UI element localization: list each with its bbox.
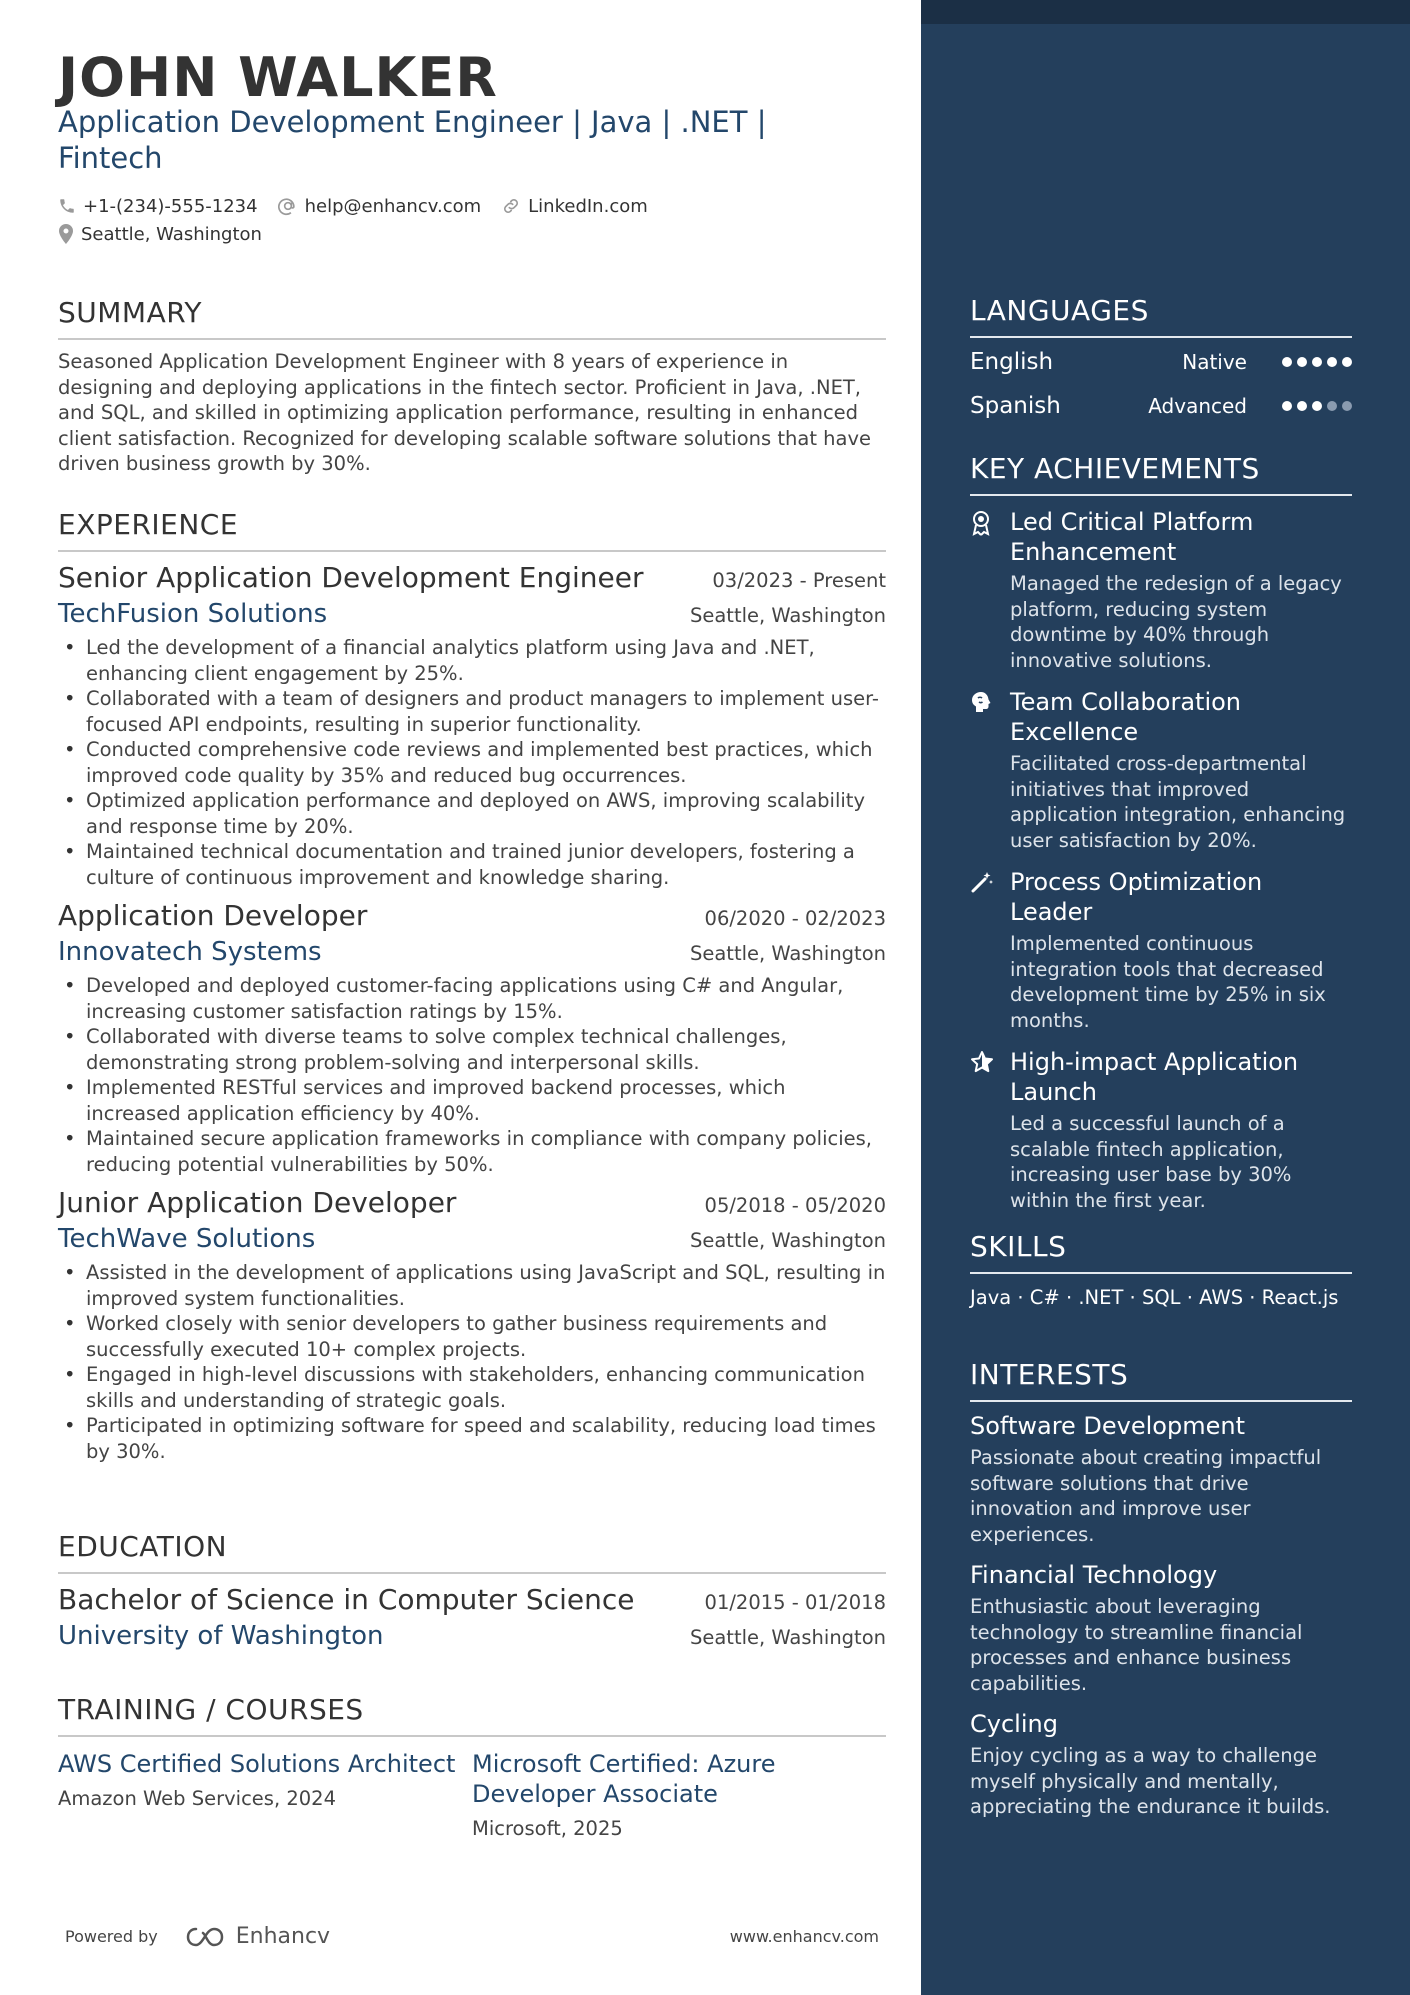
job-dates: 03/2023 - Present xyxy=(712,569,886,592)
language-item xyxy=(970,384,1352,428)
job-bullet: • Collaborated with a team of designers and product managers to implement user-focused API endpoints, resulting in superior functionality. xyxy=(58,686,886,737)
location-text: Seattle, Washington xyxy=(81,223,262,245)
job-dates: 06/2020 - 02/2023 xyxy=(704,907,886,930)
award-icon xyxy=(970,510,992,536)
achievement-item xyxy=(970,687,1352,853)
brain-icon xyxy=(970,690,992,714)
achievement-item xyxy=(970,1047,1352,1213)
rating-dot xyxy=(1297,401,1307,411)
achievement-desc: Implemented continuous integration tools that decreased development time by 25% in six months. xyxy=(1010,932,1326,1032)
achievement-title: Team Collaboration Excellence xyxy=(1010,688,1242,746)
skills-list: Java · C# · .NET · SQL · AWS · React.js xyxy=(970,1286,1339,1309)
languages-title: LANGUAGES xyxy=(970,294,1149,327)
achievement-item xyxy=(970,867,1352,1033)
job-entry xyxy=(58,899,886,1177)
training-section xyxy=(58,1693,886,1840)
education-title: EDUCATION xyxy=(58,1530,228,1563)
job-bullet: • Worked closely with senior developers to gather business requirements and successfully executed 10+ complex projects. xyxy=(58,1311,886,1362)
language-rating xyxy=(1277,401,1352,411)
summary-section xyxy=(58,296,886,477)
star-icon xyxy=(970,1050,994,1074)
achievement-desc: Facilitated cross-departmental initiatives that improved application integration, enhancing user satisfaction by 20%. xyxy=(1010,752,1346,852)
candidate-name: JOHN WALKER xyxy=(58,46,498,109)
job-company: Innovatech Systems xyxy=(58,937,322,967)
interest-item xyxy=(970,1561,1352,1696)
section-divider xyxy=(970,494,1352,496)
interest-desc: Passionate about creating impactful software solutions that drive innovation and improve user experiences. xyxy=(970,1446,1322,1546)
job-location: Seattle, Washington xyxy=(689,942,886,965)
rating-dot xyxy=(1282,401,1292,411)
course-item xyxy=(58,1749,472,1840)
language-rating xyxy=(1277,357,1352,367)
job-title: Application Developer xyxy=(58,899,368,932)
interests-title: INTERESTS xyxy=(970,1358,1129,1391)
training-title: TRAINING / COURSES xyxy=(58,1693,364,1726)
experience-section xyxy=(58,508,886,1464)
summary-text: Seasoned Application Development Engineer with 8 years of experience in designing and deploying applications in the fintech sector. Proficient in Java, .NET, and SQL, and skilled in optimizing application performance, resulting in enhanced client satisfaction. Recognized for developing scalable software solutions that have driven business growth by 30%. xyxy=(58,350,872,475)
job-bullet: • Engaged in high-level discussions with stakeholders, enhancing communication skills and understanding of strategic goals. xyxy=(58,1362,886,1413)
job-bullets xyxy=(58,1260,886,1464)
achievement-desc: Managed the redesign of a legacy platform, reducing system downtime by 40% through innovative solutions. xyxy=(1010,572,1342,672)
phone-icon xyxy=(58,197,76,215)
job-bullet: • Participated in optimizing software for speed and scalability, reducing load times by 30%. xyxy=(58,1413,886,1464)
job-entry xyxy=(58,1186,886,1464)
job-dates: 05/2018 - 05/2020 xyxy=(704,1194,886,1217)
languages-section xyxy=(970,294,1352,428)
link-icon xyxy=(501,196,521,216)
job-location: Seattle, Washington xyxy=(689,1229,886,1252)
rating-dot xyxy=(1342,357,1352,367)
rating-dot xyxy=(1282,357,1292,367)
course-item xyxy=(472,1749,886,1840)
interests-section xyxy=(970,1358,1352,1820)
education-location: Seattle, Washington xyxy=(689,1626,886,1649)
rating-dot xyxy=(1312,357,1322,367)
achievements-section xyxy=(970,452,1352,1213)
achievement-desc: Led a successful launch of a scalable fintech application, increasing user base by 30% within the first year. xyxy=(1010,1112,1292,1212)
rating-dot xyxy=(1312,401,1322,411)
rating-dot xyxy=(1327,401,1337,411)
language-name: English xyxy=(970,349,1054,375)
interest-item xyxy=(970,1412,1352,1547)
powered-by-label: Powered by xyxy=(65,1927,158,1946)
headline: Application Development Engineer | Java | .NET | Fintech xyxy=(58,105,767,175)
rating-dot xyxy=(1327,357,1337,367)
job-entry xyxy=(58,561,886,890)
at-icon xyxy=(278,196,298,216)
location-contact xyxy=(58,224,262,245)
email-contact[interactable] xyxy=(278,196,482,217)
education-dates: 01/2015 - 01/2018 xyxy=(704,1591,886,1614)
brand-logo[interactable] xyxy=(184,1924,330,1949)
job-company: TechWave Solutions xyxy=(58,1224,316,1254)
email-text: help@enhancv.com xyxy=(304,195,482,217)
course-title: Microsoft Certified: Azure Developer Associate xyxy=(472,1750,776,1808)
interest-item xyxy=(970,1710,1352,1820)
sidebar-top-band xyxy=(921,0,1410,24)
section-divider xyxy=(58,1735,886,1737)
achievement-title: High-impact Application Launch xyxy=(1010,1048,1299,1106)
language-item xyxy=(970,340,1352,384)
interest-desc: Enthusiastic about leveraging technology to streamline financial processes and enhance business capabilities. xyxy=(970,1595,1303,1695)
job-bullets xyxy=(58,635,886,890)
section-divider xyxy=(970,1400,1352,1402)
achievements-title: KEY ACHIEVEMENTS xyxy=(970,452,1260,485)
section-divider xyxy=(58,338,886,340)
rating-dot xyxy=(1297,357,1307,367)
job-bullet: • Maintained secure application frameworks in compliance with company policies, reducing potential vulnerabilities by 50%. xyxy=(58,1126,886,1177)
job-bullet: • Implemented RESTful services and improved backend processes, which increased application efficiency by 40%. xyxy=(58,1075,886,1126)
achievement-title: Led Critical Platform Enhancement xyxy=(1010,508,1254,566)
course-org: Microsoft, 2025 xyxy=(472,1817,623,1840)
section-divider xyxy=(970,336,1352,338)
summary-title: SUMMARY xyxy=(58,296,203,329)
course-title: AWS Certified Solutions Architect xyxy=(58,1750,456,1778)
language-level: Advanced xyxy=(1148,394,1247,418)
rating-dot xyxy=(1342,401,1352,411)
interest-title: Cycling xyxy=(970,1710,1058,1738)
education-entry xyxy=(58,1583,886,1651)
interest-title: Software Development xyxy=(970,1412,1245,1440)
language-name: Spanish xyxy=(970,393,1061,419)
contact-info xyxy=(58,192,858,248)
job-bullet: • Led the development of a financial analytics platform using Java and .NET, enhancing client engagement by 25%. xyxy=(58,635,886,686)
job-location: Seattle, Washington xyxy=(689,604,886,627)
education-section xyxy=(58,1530,886,1651)
course-org: Amazon Web Services, 2024 xyxy=(58,1787,336,1810)
skills-section xyxy=(970,1230,1352,1309)
brand-name: Enhancv xyxy=(235,1924,331,1949)
job-bullets xyxy=(58,973,886,1177)
linkedin-contact[interactable] xyxy=(501,196,648,217)
language-level: Native xyxy=(1182,350,1247,374)
job-title: Junior Application Developer xyxy=(58,1186,457,1219)
achievement-title: Process Optimization Leader xyxy=(1010,868,1263,926)
infinity-logo-icon xyxy=(184,1925,232,1949)
section-divider xyxy=(970,1272,1352,1274)
job-bullet: • Conducted comprehensive code reviews and implemented best practices, which improved code quality by 35% and reduced bug occurrences. xyxy=(58,737,886,788)
job-bullet: • Assisted in the development of applications using JavaScript and SQL, resulting in improved system functionalities. xyxy=(58,1260,886,1311)
magic-wand-icon xyxy=(970,870,994,894)
interest-title: Financial Technology xyxy=(970,1561,1218,1589)
website-link[interactable]: www.enhancv.com xyxy=(729,1927,879,1946)
linkedin-text: LinkedIn.com xyxy=(528,195,648,217)
job-bullet: • Optimized application performance and deployed on AWS, improving scalability and response time by 20%. xyxy=(58,788,886,839)
section-divider xyxy=(58,550,886,552)
job-bullet: • Collaborated with diverse teams to solve complex technical challenges, demonstrating strong problem-solving and interpersonal skills. xyxy=(58,1024,886,1075)
job-company: TechFusion Solutions xyxy=(58,599,328,629)
phone-contact[interactable] xyxy=(58,196,258,217)
skills-title: SKILLS xyxy=(970,1230,1067,1263)
degree: Bachelor of Science in Computer Science xyxy=(58,1583,635,1616)
footer xyxy=(65,1924,879,1949)
achievement-item xyxy=(970,507,1352,673)
phone-text: +1-(234)-555-1234 xyxy=(83,195,258,217)
school: University of Washington xyxy=(58,1621,384,1651)
job-title: Senior Application Development Engineer xyxy=(58,561,644,594)
interest-desc: Enjoy cycling as a way to challenge myself physically and mentally, appreciating the endurance it builds. xyxy=(970,1744,1331,1818)
section-divider xyxy=(58,1572,886,1574)
job-bullet: • Developed and deployed customer-facing applications using C# and Angular, increasing customer satisfaction ratings by 15%. xyxy=(58,973,886,1024)
job-bullet: • Maintained technical documentation and trained junior developers, fostering a culture of continuous improvement and knowledge sharing. xyxy=(58,839,886,890)
location-pin-icon xyxy=(58,224,74,244)
experience-title: EXPERIENCE xyxy=(58,508,239,541)
